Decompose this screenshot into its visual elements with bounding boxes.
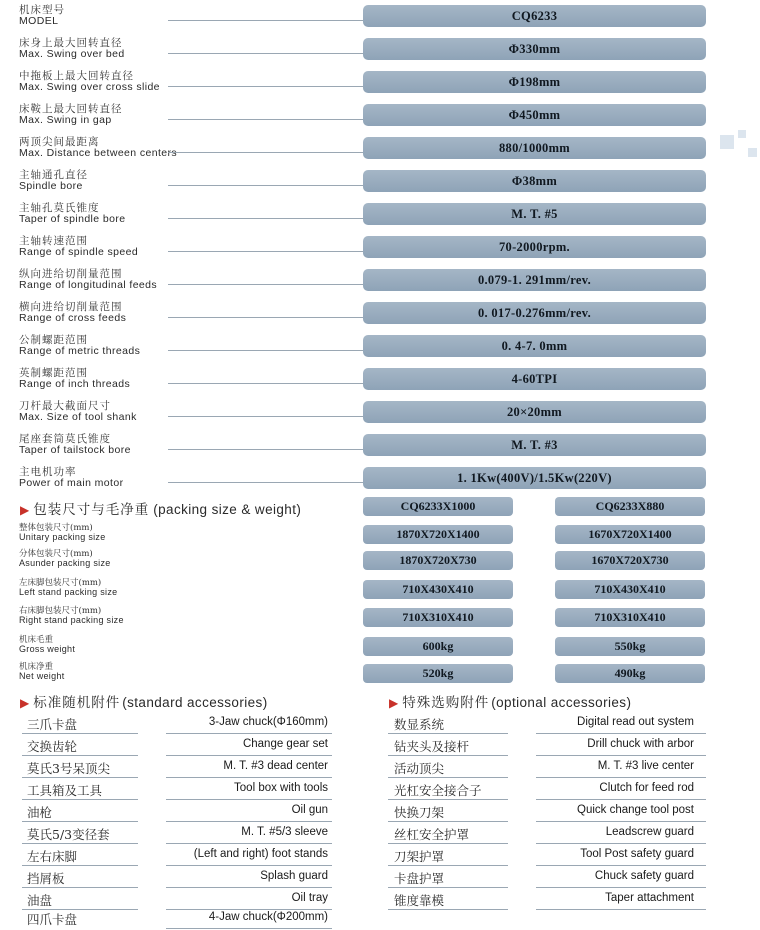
list-item	[380, 844, 706, 866]
decorative-square	[738, 130, 746, 138]
bullet-triangle-icon: ▶	[20, 696, 30, 710]
leader-line	[168, 350, 364, 351]
packing-label-cn: 分体包装尺寸(mm)	[19, 549, 93, 559]
optional-title-en: (optional accessories)	[491, 695, 632, 710]
list-item	[380, 822, 706, 844]
packing-label-en: Asunder packing size	[19, 558, 111, 568]
accessory-en: Quick change tool post	[577, 804, 694, 816]
spec-value: Φ450mm	[363, 104, 706, 126]
spec-label-cn: 纵向进给切削量范围	[19, 268, 123, 280]
spec-row	[0, 200, 760, 233]
list-item	[380, 866, 706, 888]
divider	[536, 909, 706, 910]
list-item	[0, 756, 340, 778]
spec-row	[0, 299, 760, 332]
spec-label-en: MODEL	[19, 15, 59, 27]
accessory-cn: 三爪卡盘	[27, 717, 78, 732]
spec-value: CQ6233	[363, 5, 706, 27]
accessory-cn: 交换齿轮	[27, 739, 78, 754]
packing-value: 1870X720X730	[363, 551, 513, 570]
leader-line	[168, 152, 364, 153]
spec-label-en: Taper of spindle bore	[19, 213, 126, 225]
packing-value: 490kg	[555, 664, 705, 683]
spec-label-en: Max. Swing over bed	[19, 48, 125, 60]
packing-row	[0, 633, 760, 660]
accessory-cn: 四爪卡盘	[27, 912, 78, 927]
spec-label-cn: 主轴孔莫氏锥度	[19, 202, 100, 214]
spec-value: 880/1000mm	[363, 137, 706, 159]
accessory-en: Change gear set	[242, 738, 328, 750]
spec-label-cn: 尾座套筒莫氏锥度	[19, 433, 111, 445]
decorative-square	[748, 148, 757, 157]
spec-label-cn: 主轴转速范围	[19, 235, 88, 247]
packing-value: 600kg	[363, 637, 513, 656]
packing-column-header: CQ6233X880	[555, 497, 705, 516]
leader-line	[168, 284, 364, 285]
spec-row	[0, 233, 760, 266]
spec-label-en: Max. Distance between centers	[19, 147, 178, 159]
spec-label-en: Range of spindle speed	[19, 246, 139, 258]
list-item	[0, 734, 340, 756]
spec-row	[0, 431, 760, 464]
standard-title-cn: 标准随机附件	[33, 695, 121, 711]
spec-value: 70-2000rpm.	[363, 236, 706, 258]
spec-row	[0, 167, 760, 200]
list-item	[0, 907, 340, 929]
spec-label-en: Power of main motor	[19, 477, 124, 489]
leader-line	[168, 119, 364, 120]
standard-accessories-title	[20, 691, 268, 711]
packing-title-cn: 包装尺寸与毛净重	[33, 502, 150, 518]
spec-row	[0, 101, 760, 134]
spec-label-en: Range of longitudinal feeds	[19, 279, 158, 291]
spec-label-cn: 横向进给切削量范围	[19, 301, 123, 313]
packing-value: 710X310X410	[363, 608, 513, 627]
list-item	[380, 778, 706, 800]
accessory-cn: 莫氏3号呆顶尖	[27, 761, 110, 776]
accessory-en: Drill chuck with arbor	[587, 738, 694, 750]
divider	[166, 928, 332, 929]
spec-value: 1. 1Kw(400V)/1.5Kw(220V)	[363, 467, 706, 489]
accessory-en: Clutch for feed rod	[599, 782, 694, 794]
accessory-en: 4-Jaw chuck(Φ200mm)	[208, 911, 328, 923]
spec-row	[0, 365, 760, 398]
accessory-en: Leadscrew guard	[605, 826, 694, 838]
packing-label-en: Right stand packing size	[19, 615, 124, 625]
accessory-en: Chuck safety guard	[594, 870, 694, 882]
spec-row	[0, 68, 760, 101]
accessory-en: 3-Jaw chuck(Φ160mm)	[208, 716, 328, 728]
list-item	[380, 712, 706, 734]
list-item	[0, 800, 340, 822]
spec-value: 0. 4-7. 0mm	[363, 335, 706, 357]
packing-value: 710X310X410	[555, 608, 705, 627]
packing-row	[0, 576, 760, 603]
spec-value: Φ330mm	[363, 38, 706, 60]
list-item	[380, 756, 706, 778]
list-item	[380, 888, 706, 910]
packing-column-header: CQ6233X1000	[363, 497, 513, 516]
spec-row	[0, 134, 760, 167]
leader-line	[168, 317, 364, 318]
bullet-triangle-icon: ▶	[389, 696, 399, 710]
spec-label-cn: 中拖板上最大回转直径	[19, 70, 134, 82]
leader-line	[168, 251, 364, 252]
accessory-en: Digital read out system	[577, 716, 694, 728]
standard-title-en: (standard accessories)	[122, 695, 268, 710]
packing-title-en: (packing size & weight)	[153, 502, 302, 517]
packing-label-en: Unitary packing size	[19, 532, 106, 542]
spec-label-cn: 机床型号	[19, 4, 65, 16]
accessory-cn: 快换刀架	[394, 805, 445, 820]
accessory-en: Tool Post safety guard	[580, 848, 694, 860]
spec-row	[0, 398, 760, 431]
packing-value: 1670X720X730	[555, 551, 705, 570]
accessory-cn: 钻夹头及接杆	[394, 739, 470, 754]
spec-value: Φ38mm	[363, 170, 706, 192]
list-item	[0, 822, 340, 844]
packing-label-en: Net weight	[19, 671, 65, 681]
spec-value: 0. 017-0.276mm/rev.	[363, 302, 706, 324]
packing-row	[0, 660, 760, 687]
packing-value: 1870X720X1400	[363, 525, 513, 544]
spec-label-cn: 主电机功率	[19, 466, 77, 478]
list-item	[0, 844, 340, 866]
spec-row	[0, 266, 760, 299]
spec-label-cn: 英制螺距范围	[19, 367, 88, 379]
spec-label-en: Range of inch threads	[19, 378, 131, 390]
packing-label-en: Left stand packing size	[19, 587, 118, 597]
accessory-cn: 卡盘护罩	[394, 871, 445, 886]
spec-label-cn: 床身上最大回转直径	[19, 37, 123, 49]
bullet-triangle-icon: ▶	[20, 503, 30, 517]
optional-accessories-title	[389, 691, 631, 711]
packing-row	[0, 604, 760, 631]
spec-label-cn: 公制螺距范围	[19, 334, 88, 346]
divider	[388, 909, 508, 910]
accessory-en: M. T. #3 live center	[597, 760, 694, 772]
packing-row	[0, 521, 760, 548]
accessory-cn: 油盘	[27, 893, 53, 908]
spec-row	[0, 35, 760, 68]
accessory-cn: 丝杠安全护罩	[394, 827, 470, 842]
list-item	[0, 866, 340, 888]
spec-label-en: Max. Swing in gap	[19, 114, 112, 126]
leader-line	[168, 20, 364, 21]
accessory-cn: 挡屑板	[27, 871, 65, 886]
spec-value: 20×20mm	[363, 401, 706, 423]
packing-value: 550kg	[555, 637, 705, 656]
leader-line	[168, 449, 364, 450]
packing-label-cn: 机床毛重	[19, 635, 54, 645]
accessory-cn: 刀架护罩	[394, 849, 445, 864]
spec-row	[0, 332, 760, 365]
list-item	[0, 778, 340, 800]
packing-row	[0, 547, 760, 574]
spec-value: 0.079-1. 291mm/rev.	[363, 269, 706, 291]
decorative-square	[720, 135, 734, 149]
list-item	[380, 734, 706, 756]
spec-value: 4-60TPI	[363, 368, 706, 390]
packing-value: 520kg	[363, 664, 513, 683]
leader-line	[168, 383, 364, 384]
spec-label-cn: 刀杆最大截面尺寸	[19, 400, 111, 412]
leader-line	[168, 416, 364, 417]
accessory-en: Splash guard	[260, 870, 328, 882]
spec-label-en: Range of cross feeds	[19, 312, 127, 324]
packing-label-en: Gross weight	[19, 644, 76, 654]
spec-label-en: Max. Size of tool shank	[19, 411, 137, 423]
accessory-en: M. T. #5/3 sleeve	[241, 826, 328, 838]
accessory-en: Tool box with tools	[234, 782, 328, 794]
packing-section-title	[20, 498, 301, 518]
spec-row	[0, 464, 760, 497]
accessory-en: Oil tray	[291, 892, 328, 904]
packing-label-cn: 左床脚包装尺寸(mm)	[19, 578, 102, 588]
accessory-cn: 光杠安全接合子	[394, 783, 482, 798]
accessory-cn: 油枪	[27, 805, 53, 820]
spec-value: Φ198mm	[363, 71, 706, 93]
accessory-en: M. T. #3 dead center	[223, 760, 328, 772]
spec-label-cn: 主轴通孔直径	[19, 169, 88, 181]
spec-label-en: Range of metric threads	[19, 345, 141, 357]
accessory-cn: 工具箱及工具	[27, 783, 103, 798]
accessory-cn: 左右床脚	[27, 849, 78, 864]
optional-title-cn: 特殊选购附件	[402, 695, 490, 711]
packing-value: 710X430X410	[555, 580, 705, 599]
list-item	[0, 712, 340, 734]
packing-value: 1670X720X1400	[555, 525, 705, 544]
leader-line	[168, 86, 364, 87]
accessory-cn: 活动顶尖	[394, 761, 445, 776]
packing-label-cn: 右床脚包装尺寸(mm)	[19, 606, 102, 616]
leader-line	[168, 218, 364, 219]
leader-line	[168, 185, 364, 186]
accessory-en: Taper attachment	[605, 892, 694, 904]
spec-label-cn: 床鞍上最大回转直径	[19, 103, 123, 115]
packing-label-cn: 整体包装尺寸(mm)	[19, 523, 93, 533]
spec-label-en: Taper of tailstock bore	[19, 444, 131, 456]
packing-label-cn: 机床净重	[19, 662, 54, 672]
spec-value: M. T. #3	[363, 434, 706, 456]
leader-line	[168, 482, 364, 483]
accessory-en: Oil gun	[291, 804, 328, 816]
list-item	[380, 800, 706, 822]
accessory-cn: 锥度靠模	[394, 893, 445, 908]
leader-line	[168, 53, 364, 54]
accessory-en: (Left and right) foot stands	[193, 848, 328, 860]
spec-label-cn: 两顶尖间最距离	[19, 136, 100, 148]
spec-row	[0, 2, 760, 35]
packing-value: 710X430X410	[363, 580, 513, 599]
spec-value: M. T. #5	[363, 203, 706, 225]
spec-label-en: Spindle bore	[19, 180, 83, 192]
accessory-cn: 莫氏5/3变径套	[27, 827, 110, 842]
accessory-cn: 数显系统	[394, 717, 445, 732]
spec-label-en: Max. Swing over cross slide	[19, 81, 160, 93]
